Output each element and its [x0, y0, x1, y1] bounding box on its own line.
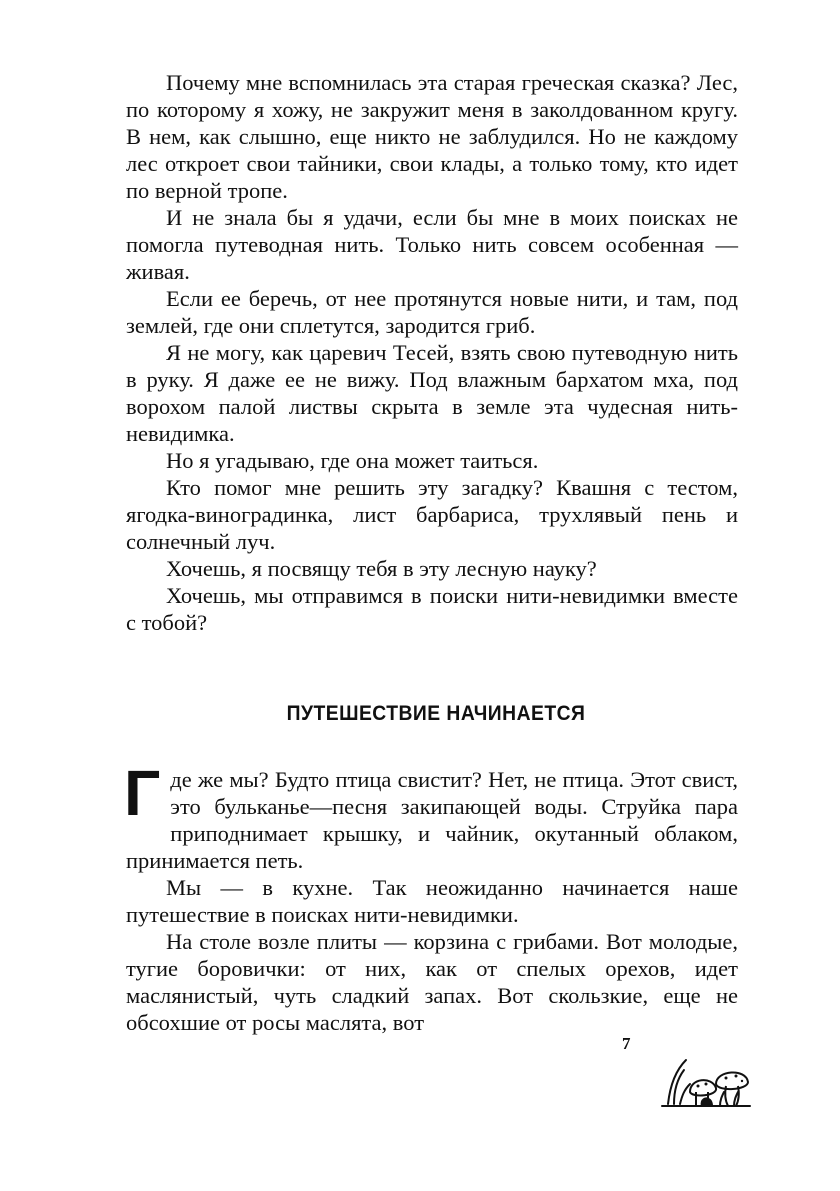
paragraph: Хочешь, мы отправимся в поиски нити-невидимки вместе с тобой?: [126, 583, 738, 635]
paragraph: На столе возле плиты — корзина с грибами. Вот молодые, тугие боровички: от них, как от спелых орехов, идет маслянистый, чуть сладкий запах. Вот скользкие, еще не обсохшие от росы маслята, вот: [126, 929, 738, 1035]
paragraph: Но я угадываю, где она может таиться.: [166, 448, 539, 473]
drop-cap: Г: [124, 757, 161, 829]
paragraph: Хочешь, я посвящу тебя в эту лесную науку?: [166, 556, 597, 581]
chapter-text: [124, 757, 738, 1036]
paragraph: Если ее беречь, от нее протянутся новые нити, и там, под землей, где они сплетутся, зародится гриб.: [126, 286, 738, 338]
paragraph: Почему мне вспомнилась эта старая греческая сказка? Лес, по которому я хожу, не закружит меня в заколдованном кругу. В нем, как слышно, еще никто не заблудился. Но не каждому лес откроет свои тайники, свои клады, а только тому, кто идет по верной тропе.: [126, 70, 738, 203]
paragraph-text: де же мы? Будто птица свистит? Нет, не птица. Этот свист, это бульканье—песня закипающей воды. Струйка пара приподнимает крышку, и чайник, окутанный облаком, принимается петь.: [126, 767, 738, 873]
mushroom-vignette-icon: [660, 1056, 752, 1112]
intro-text: [126, 69, 738, 636]
paragraph: [124, 757, 738, 874]
paragraph: И не знала бы я удачи, если бы мне в моих поисках не помогла путеводная нить. Только нить совсем особенная — живая.: [126, 205, 738, 284]
chapter-title: ПУТЕШЕСТВИЕ НАЧИНАЕТСЯ: [286, 702, 586, 725]
paragraph: Кто помог мне решить эту загадку? Квашня с тестом, ягодка-виноградинка, лист барбариса, трухлявый пень и солнечный луч.: [126, 475, 738, 554]
page-number: 7: [622, 1034, 631, 1053]
paragraph: Я не могу, как царевич Тесей, взять свою путеводную нить в руку. Я даже ее не вижу. Под влажным бархатом мха, под ворохом палой листвы скрыта в земле эта чудесная нить-невидимка.: [126, 340, 738, 446]
paragraph: Мы — в кухне. Так неожиданно начинается наше путешествие в поисках нити-невидимки.: [126, 875, 738, 927]
